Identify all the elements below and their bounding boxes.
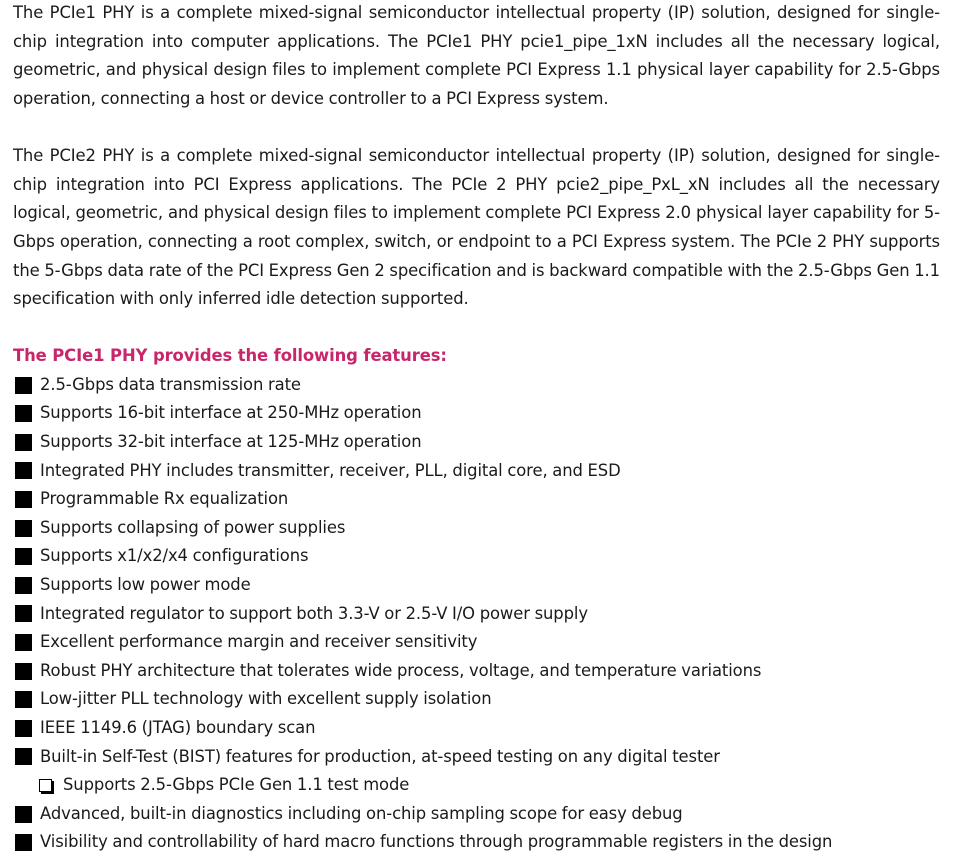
- features-heading: The PCIe1 PHY provides the following features:: [13, 346, 447, 366]
- list-item: [13, 714, 940, 743]
- list-item: [13, 542, 940, 571]
- list-item: [13, 571, 940, 600]
- list-item: [13, 628, 940, 657]
- feature-text: Integrated regulator to support both 3.3-V or 2.5-V I/O power supply: [40, 603, 588, 623]
- square-bullet-icon: [15, 806, 32, 823]
- feature-text: Supports 16-bit interface at 250-MHz operation: [40, 403, 422, 423]
- square-bullet-icon: [15, 605, 32, 622]
- list-item: [13, 600, 940, 629]
- square-bullet-icon: [15, 491, 32, 508]
- list-item: [13, 828, 940, 857]
- square-bullet-icon: [15, 377, 32, 394]
- intro-paragraph-pcie1: The PCIe1 PHY is a complete mixed-signal semiconductor intellectual property (IP) solution, designed for single-chip integration into computer applications. The PCIe1 PHY pcie1_pipe_1xN includes all the necessary logical, geometric, and physical design files to implement complete PCI Express 1.1 physical layer capability for 2.5-Gbps operation, connecting a host or device controller to a PCI Express system.: [13, 3, 940, 108]
- feature-text: Supports x1/x2/x4 configurations: [40, 546, 309, 566]
- features-list: [13, 371, 940, 857]
- list-item: [13, 514, 940, 543]
- square-bullet-icon: [15, 634, 32, 651]
- square-bullet-icon: [15, 520, 32, 537]
- feature-text: Low-jitter PLL technology with excellent supply isolation: [40, 689, 492, 709]
- square-bullet-icon: [15, 548, 32, 565]
- sub-list-item: [13, 771, 940, 800]
- list-item: [13, 657, 940, 686]
- feature-text: Robust PHY architecture that tolerates wide process, voltage, and temperature variations: [40, 660, 762, 680]
- feature-text: Supports 32-bit interface at 125-MHz operation: [40, 432, 422, 452]
- feature-text: Programmable Rx equalization: [40, 489, 289, 509]
- intro-paragraph-pcie2: The PCIe2 PHY is a complete mixed-signal semiconductor intellectual property (IP) solution, designed for single-chip integration into PCI Express applications. The PCIe 2 PHY pcie2_pipe_PxL_xN includes all the necessary logical, geometric, and physical design files to implement complete PCI Express 2.0 physical layer capability for 5-Gbps operation, connecting a root complex, switch, or endpoint to a PCI Express system. The PCIe 2 PHY supports the 5-Gbps data rate of the PCI Express Gen 2 specification and is backward compatible with the 2.5-Gbps Gen 1.1 specification with only inferred idle detection supported.: [13, 146, 940, 309]
- hollow-square-bullet-icon: [39, 779, 52, 792]
- list-item: [13, 485, 940, 514]
- feature-text: Supports 2.5-Gbps PCIe Gen 1.1 test mode: [63, 775, 410, 795]
- square-bullet-icon: [15, 663, 32, 680]
- square-bullet-icon: [15, 434, 32, 451]
- square-bullet-icon: [15, 748, 32, 765]
- list-item: [13, 685, 940, 714]
- feature-text: 2.5-Gbps data transmission rate: [40, 374, 301, 394]
- square-bullet-icon: [15, 720, 32, 737]
- list-item: [13, 428, 940, 457]
- square-bullet-icon: [15, 577, 32, 594]
- feature-text: Supports collapsing of power supplies: [40, 517, 346, 537]
- square-bullet-icon: [15, 405, 32, 422]
- feature-text: Visibility and controllability of hard macro functions through programmable registers in the design: [40, 832, 833, 852]
- feature-text: Excellent performance margin and receiver sensitivity: [40, 632, 478, 652]
- feature-text: Supports low power mode: [40, 574, 251, 594]
- list-item: [13, 743, 940, 772]
- list-item: [13, 371, 940, 400]
- square-bullet-icon: [15, 834, 32, 851]
- square-bullet-icon: [15, 691, 32, 708]
- feature-text: Built-in Self-Test (BIST) features for production, at-speed testing on any digital tester: [40, 746, 720, 766]
- list-item: [13, 800, 940, 829]
- feature-text: IEEE 1149.6 (JTAG) boundary scan: [40, 717, 316, 737]
- feature-text: Integrated PHY includes transmitter, receiver, PLL, digital core, and ESD: [40, 460, 621, 480]
- list-item: [13, 399, 940, 428]
- feature-text: Advanced, built-in diagnostics including on-chip sampling scope for easy debug: [40, 803, 683, 823]
- square-bullet-icon: [15, 462, 32, 479]
- list-item: [13, 457, 940, 486]
